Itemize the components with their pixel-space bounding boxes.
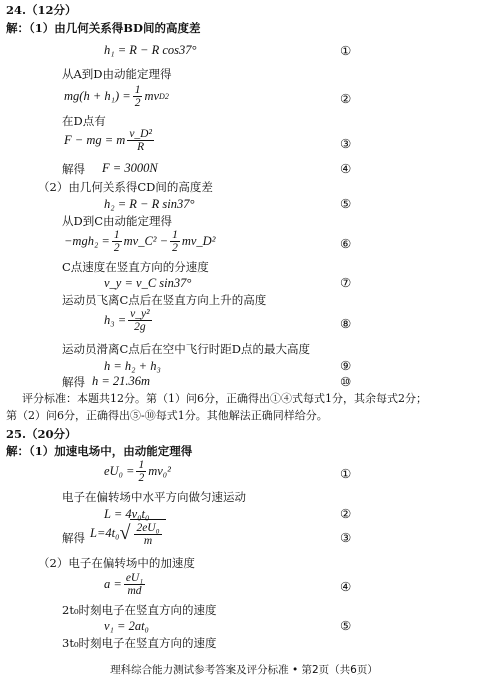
q24-eq10: h = 21.36m (92, 374, 151, 388)
eq-number-5: ⑤ (340, 196, 352, 211)
q24-text-h3: 运动员飞离C点后在竖直方向上升的高度 (62, 293, 267, 307)
eq25-number-2: ② (340, 506, 352, 521)
q25-solve-label: 解得 (62, 531, 85, 545)
q24-header: 24.（12分） (6, 3, 77, 17)
q24-eq5: h₂ = R − R sin37° (104, 197, 195, 211)
q24-text-DC: 从D到C由动能定理得 (62, 214, 173, 228)
q24-eq1: h₁ = R − R cos37° (104, 43, 197, 57)
q25-eq3: L=4t₀ √ $\frac{\text{2eU₀}}{m}$ (90, 519, 166, 547)
q24-eq9: h = h₂ + h₃ (104, 359, 161, 373)
q24-solve-label-1: 解得 (62, 162, 85, 176)
eq-number-3: ③ (340, 136, 352, 151)
q24-eq7: v_y = v_C sin37° (104, 276, 192, 290)
q24-part1-intro: 解：（1）由几何关系得BD间的高度差 (6, 21, 201, 35)
q25-text-uniform: 电子在偏转场中水平方向做匀速运动 (62, 490, 246, 504)
q24-grading-line2: 第（2）问6分，正确得出⑤-⑩每式1分。其他解法正确同样给分。 (6, 409, 328, 422)
q25-eq2: L = 4v₀t₀ (104, 507, 150, 521)
eq-number-1: ① (340, 43, 352, 58)
eq25-number-1: ① (340, 466, 352, 481)
q24-eq4: F = 3000N (102, 161, 158, 175)
eq-number-9: ⑨ (340, 358, 352, 373)
q25-text-2t0: 2t₀时刻电子在竖直方向的速度 (62, 603, 217, 617)
eq-number-10: ⑩ (340, 374, 352, 389)
q25-text-3t0: 3t₀时刻电子在竖直方向的速度 (62, 636, 217, 650)
eq-number-4: ④ (340, 161, 352, 176)
q24-eq8: h₃ = $\frac{\text{v\_y²}}{2g}$ (104, 308, 150, 333)
q25-eq1: eU₀ = $\frac{1}{2}$ mv₀² (104, 459, 171, 484)
q24-text-vy: C点速度在竖直方向的分速度 (62, 260, 209, 274)
q24-eq3: F − mg = m $\frac{\text{v\_D²}}{R}$ (64, 128, 152, 153)
q25-eq5: v₁ = 2at₀ (104, 619, 149, 633)
q24-eq6: −mgh₂ = $\frac{1}{2}$ mv_C² − $\frac{1}{2}$ mv_D² (64, 229, 216, 254)
eq25-number-4: ④ (340, 579, 352, 594)
eq-number-8: ⑧ (340, 316, 352, 331)
eq25-number-5: ⑤ (340, 618, 352, 633)
q24-text-AD: 从A到D由动能定理得 (62, 67, 172, 81)
eq-number-6: ⑥ (340, 236, 352, 251)
q25-eq4: a = $\frac{\text{eU₁}}{md}$ (104, 572, 144, 597)
eq-number-2: ② (340, 91, 352, 106)
q24-text-hmax: 运动员滑离C点后在空中飞行时距D点的最大高度 (62, 342, 311, 356)
q24-part2-intro: （2）由几何关系得CD间的高度差 (38, 180, 213, 194)
q24-eq2: mg(h + h₁) = $\frac{1}{2}$ mv D 2 (64, 84, 169, 109)
q24-grading-line1: 评分标准：本题共12分。第（1）问6分，正确得出①④式每式1分，其余每式2分； (22, 392, 427, 405)
eq-number-7: ⑦ (340, 275, 352, 290)
q25-header: 25.（20分） (6, 427, 77, 441)
eq25-number-3: ③ (340, 530, 352, 545)
q25-part1-intro: 解：（1）加速电场中，由动能定理得 (6, 444, 193, 458)
q24-solve-label-2: 解得 (62, 375, 85, 389)
q25-part2-intro: （2）电子在偏转场中的加速度 (38, 556, 195, 570)
page-footer: 理科综合能力测试参考答案及评分标准 • 第2页（共6页） (110, 664, 378, 676)
q24-text-D: 在D点有 (62, 114, 106, 128)
